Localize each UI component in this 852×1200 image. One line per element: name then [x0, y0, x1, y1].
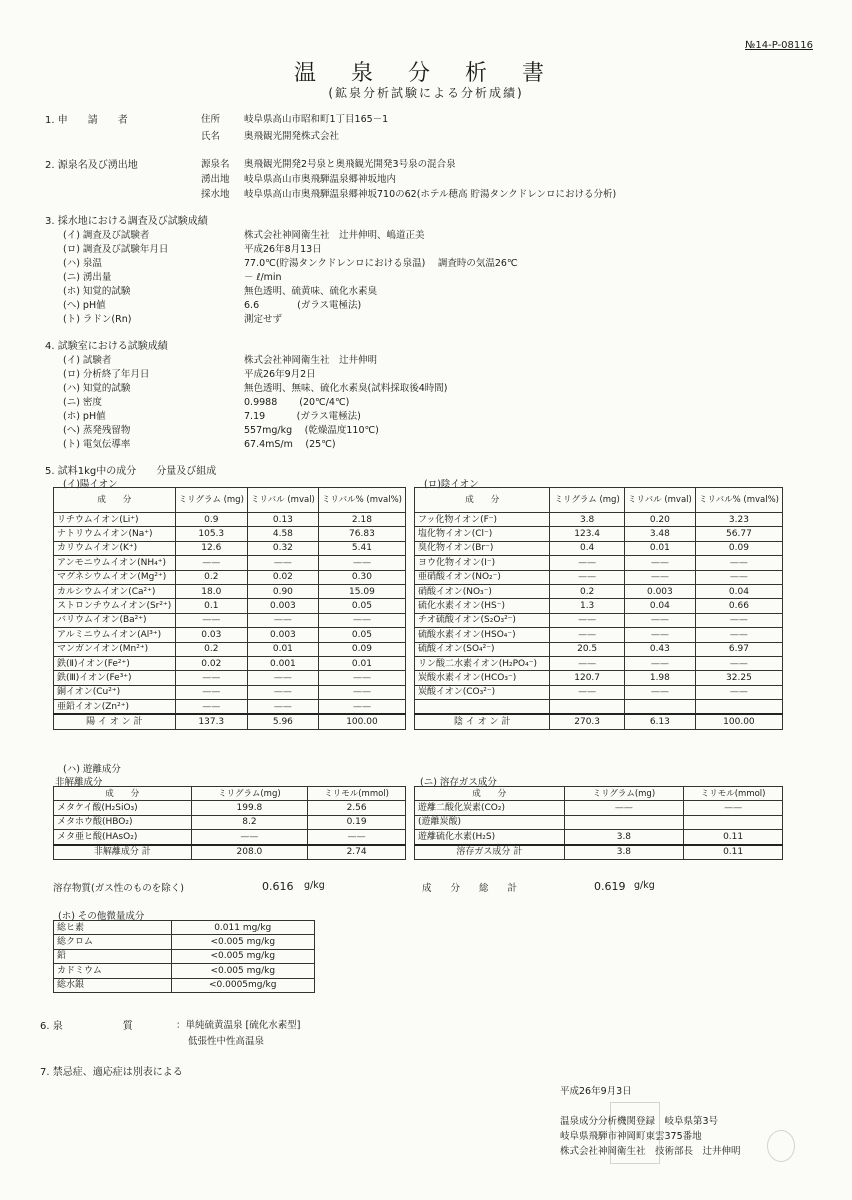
- table-row: [54, 949, 315, 963]
- table-cell: 0.003: [624, 584, 695, 598]
- sec2-label: 湧出地: [201, 174, 230, 185]
- table-cell: 8.2: [191, 815, 308, 829]
- lab-address: 岐阜県飛騨市神岡町東雲375番地: [560, 1131, 702, 1142]
- sec3-value: 測定せず: [244, 314, 283, 325]
- sec1-name: 奥飛観光開発株式会社: [244, 131, 340, 142]
- table-cell: ——: [318, 685, 405, 699]
- table-cell: 15.09: [318, 584, 405, 598]
- document-title: 温 泉 分 析 書: [294, 61, 558, 86]
- table-cell: 0.4: [550, 541, 625, 555]
- document-subtitle: (鉱泉分析試験による分析成績): [328, 86, 524, 100]
- document-number: №14-P-08116: [745, 40, 813, 51]
- col-header: ミリバル (mval): [247, 488, 318, 513]
- col-header: 成 分: [415, 787, 565, 801]
- sec3-label: (イ) 調査及び試験者: [63, 230, 150, 241]
- table-cell: カリウムイオン(K⁺): [54, 541, 176, 555]
- table-cell: 0.2: [175, 642, 247, 656]
- sec6-heading: 6. 泉 質: [40, 1021, 133, 1032]
- total-row: [415, 845, 783, 860]
- table-row: [415, 685, 783, 699]
- sec4-label: (ハ) 知覚的試験: [63, 383, 131, 394]
- table-cell: メタケイ酸(H₂SiO₃): [54, 801, 192, 815]
- sec4-heading: 4. 試験室における試験成績: [45, 341, 168, 352]
- nondiss-sub: 非解離成分: [55, 777, 103, 788]
- table-cell: 亜鉛イオン(Zn²⁺): [54, 700, 176, 715]
- table-cell: 銅イオン(Cu²⁺): [54, 685, 176, 699]
- total-row: [54, 845, 406, 860]
- sec1-addr-label: 住所: [201, 114, 221, 125]
- sec2-value: 岐阜県高山市奥飛騨温泉郷神坂地内: [244, 174, 397, 185]
- sec3-label: (ハ) 泉温: [63, 258, 102, 269]
- table-row: [54, 584, 406, 598]
- sec4-label: (ヘ) 蒸発残留物: [63, 425, 131, 436]
- sec3-label: (ニ) 湧出量: [63, 272, 112, 283]
- total-value: 0.619: [594, 880, 626, 893]
- table-cell: ——: [695, 570, 782, 584]
- col-header: ミリバル% (mval%): [318, 488, 405, 513]
- table-cell: 0.20: [624, 513, 695, 527]
- total-cell: 3.8: [564, 845, 684, 860]
- table-cell: ——: [175, 700, 247, 715]
- table-cell: リチウムイオン(Li⁺): [54, 513, 176, 527]
- table-cell: 塩化物イオン(Cl⁻): [415, 527, 550, 541]
- table-row: [415, 599, 783, 613]
- table-row: [54, 935, 315, 949]
- table-row: [54, 830, 406, 845]
- nondiss-caption: (ハ) 遊離成分: [63, 764, 121, 775]
- table-cell: [695, 700, 782, 715]
- sec6-value2: 低張性中性高温泉: [188, 1036, 265, 1047]
- sec4-value: 平成26年9月2日: [244, 369, 316, 380]
- table-row: [415, 541, 783, 555]
- table-cell: マグネシウムイオン(Mg²⁺): [54, 570, 176, 584]
- table-cell: ——: [550, 613, 625, 627]
- table-row: [54, 541, 406, 555]
- table-row: [54, 656, 406, 670]
- table-cell: 0.001: [247, 656, 318, 670]
- cation-caption: (イ)陽イオン: [63, 479, 118, 490]
- table-cell: 鉄(Ⅲ)イオン(Fe³⁺): [54, 671, 176, 685]
- table-cell: 炭酸イオン(CO₃²⁻): [415, 685, 550, 699]
- table-cell: 0.011 mg/kg: [171, 921, 315, 935]
- cation-table: [53, 487, 406, 730]
- table-cell: 0.32: [247, 541, 318, 555]
- signatory: 株式会社神岡衛生社 技術部長 辻井伸明: [560, 1146, 741, 1157]
- table-cell: ——: [624, 685, 695, 699]
- anion-caption: (ロ)陰イオン: [424, 479, 479, 490]
- table-row: [54, 671, 406, 685]
- sec1-heading: 1. 申 請 者: [45, 115, 128, 126]
- sec3-label: (ヘ) pH値: [63, 300, 106, 311]
- table-cell: ——: [695, 556, 782, 570]
- table-cell: 3.8: [564, 830, 684, 845]
- table-cell: 0.02: [247, 570, 318, 584]
- table-cell: 0.2: [550, 584, 625, 598]
- table-cell: 0.03: [175, 628, 247, 642]
- table-row: [415, 570, 783, 584]
- table-cell: [415, 700, 550, 715]
- table-cell: 0.04: [624, 599, 695, 613]
- anion-table: [414, 487, 783, 730]
- table-cell: ——: [550, 628, 625, 642]
- sec3-value: － ℓ/min: [244, 272, 282, 283]
- sec3-value: 平成26年8月13日: [244, 244, 322, 255]
- sec4-value: 無色透明、無味、硫化水素臭(試料採取後4時間): [244, 383, 448, 394]
- col-header: 成 分: [54, 488, 176, 513]
- table-row: [415, 527, 783, 541]
- table-cell: 120.7: [550, 671, 625, 685]
- total-cell: 6.13: [624, 714, 695, 729]
- col-header: ミリバル% (mval%): [695, 488, 782, 513]
- col-header: ミリグラム (mg): [175, 488, 247, 513]
- total-row: [54, 714, 406, 729]
- table-row: [415, 830, 783, 845]
- sec4-label: (ト) 電気伝導率: [63, 439, 131, 450]
- table-cell: 0.1: [175, 599, 247, 613]
- issue-date: 平成26年9月3日: [560, 1086, 632, 1097]
- sec2-heading: 2. 源泉名及び湧出地: [45, 160, 138, 171]
- table-cell: バリウムイオン(Ba²⁺): [54, 613, 176, 627]
- sec1-addr: 岐阜県高山市昭和町1丁目165－1: [244, 114, 389, 125]
- table-cell: カルシウムイオン(Ca²⁺): [54, 584, 176, 598]
- table-cell: ——: [175, 671, 247, 685]
- table-cell: ——: [318, 700, 405, 715]
- sec4-value: 7.19 (ガラス電極法): [244, 411, 361, 422]
- total-cell: 270.3: [550, 714, 625, 729]
- table-row: [54, 599, 406, 613]
- total-cell: 137.3: [175, 714, 247, 729]
- sec4-value: 67.4mS/m (25℃): [244, 439, 336, 450]
- sec5-heading: 5. 試料1kg中の成分 分量及び組成: [45, 466, 217, 477]
- table-row: [54, 642, 406, 656]
- sec2-value: 奥飛観光開発2号泉と奥飛観光開発3号泉の混合泉: [244, 159, 456, 170]
- sec6-value1: ：単純硫黄温泉 [硫化水素型]: [176, 1020, 301, 1031]
- table-cell: 0.19: [308, 815, 406, 829]
- sec2-label: 源泉名: [201, 159, 230, 170]
- table-cell: ——: [695, 613, 782, 627]
- table-cell: ——: [318, 671, 405, 685]
- sec4-label: (ロ) 分析終了年月日: [63, 369, 150, 380]
- table-cell: 3.8: [550, 513, 625, 527]
- col-header: 成 分: [54, 787, 192, 801]
- dissolved-value: 0.616: [262, 880, 294, 893]
- table-cell: ——: [695, 628, 782, 642]
- table-cell: アルミニウムイオン(Al³⁺): [54, 628, 176, 642]
- table-cell: 0.003: [247, 628, 318, 642]
- table-cell: [684, 815, 783, 829]
- table-cell: 硫化水素イオン(HS⁻): [415, 599, 550, 613]
- table-cell: ——: [175, 613, 247, 627]
- table-cell: 臭化物イオン(Br⁻): [415, 541, 550, 555]
- total-cell: 非解離成分 計: [54, 845, 192, 860]
- table-cell: 18.0: [175, 584, 247, 598]
- trace-caption: (ホ) その他微量成分: [58, 911, 145, 922]
- table-cell: 総クロム: [54, 935, 172, 949]
- table-cell: ——: [624, 556, 695, 570]
- table-row: [54, 513, 406, 527]
- table-row: [415, 815, 783, 829]
- table-cell: 0.01: [247, 642, 318, 656]
- table-row: [54, 570, 406, 584]
- personal-seal: [767, 1130, 795, 1162]
- table-cell: ——: [550, 685, 625, 699]
- table-cell: ——: [247, 671, 318, 685]
- sec3-heading: 3. 採水地における調査及び試験成績: [45, 216, 208, 227]
- table-cell: 0.43: [624, 642, 695, 656]
- table-cell: [564, 815, 684, 829]
- table-cell: 1.98: [624, 671, 695, 685]
- registration: 温泉成分分析機関登録 岐阜県第3号: [560, 1116, 719, 1127]
- table-cell: 0.9: [175, 513, 247, 527]
- table-cell: ——: [695, 656, 782, 670]
- table-cell: ——: [318, 556, 405, 570]
- table-cell: 0.09: [318, 642, 405, 656]
- sec3-label: (ロ) 調査及び試験年月日: [63, 244, 169, 255]
- table-cell: 0.09: [695, 541, 782, 555]
- table-cell: ——: [624, 613, 695, 627]
- table-row: [415, 513, 783, 527]
- table-row: [415, 700, 783, 715]
- table-cell: 4.58: [247, 527, 318, 541]
- table-cell: 0.90: [247, 584, 318, 598]
- table-cell: メタホウ酸(HBO₂): [54, 815, 192, 829]
- table-row: [54, 613, 406, 627]
- table-cell: ——: [550, 656, 625, 670]
- table-row: [415, 656, 783, 670]
- table-cell: ——: [550, 556, 625, 570]
- table-cell: <0.005 mg/kg: [171, 964, 315, 978]
- company-seal: [610, 1102, 660, 1164]
- table-row: [54, 527, 406, 541]
- col-header: ミリグラム(mg): [564, 787, 684, 801]
- table-cell: 3.23: [695, 513, 782, 527]
- sec4-value: 0.9988 (20℃/4℃): [244, 397, 350, 408]
- table-cell: 56.77: [695, 527, 782, 541]
- table-cell: 硫酸水素イオン(HSO₄⁻): [415, 628, 550, 642]
- sec3-value: 6.6 (ガラス電極法): [244, 300, 362, 311]
- sec3-value: 株式会社神岡衛生社 辻井伸明、嶋道正美: [244, 230, 425, 241]
- sec7-heading: 7. 禁忌症、適応症は別表による: [40, 1067, 183, 1078]
- table-cell: 105.3: [175, 527, 247, 541]
- table-cell: ストロンチウムイオン(Sr²⁺): [54, 599, 176, 613]
- table-cell: 3.48: [624, 527, 695, 541]
- table-cell: 0.11: [684, 830, 783, 845]
- table-row: [415, 628, 783, 642]
- total-unit: g/kg: [634, 880, 655, 891]
- table-cell: ——: [308, 830, 406, 845]
- table-row: [415, 801, 783, 815]
- col-header: 成 分: [415, 488, 550, 513]
- col-header: ミリバル (mval): [624, 488, 695, 513]
- table-row: [54, 700, 406, 715]
- total-label: 成 分 総 計: [422, 883, 518, 894]
- table-row: [54, 556, 406, 570]
- gas-caption: (ニ) 溶存ガス成分: [420, 777, 497, 788]
- table-cell: 0.13: [247, 513, 318, 527]
- table-row: [415, 671, 783, 685]
- table-cell: 炭酸水素イオン(HCO₃⁻): [415, 671, 550, 685]
- sec4-label: (ニ) 密度: [63, 397, 102, 408]
- total-row: [415, 714, 783, 729]
- table-row: [415, 613, 783, 627]
- table-cell: 0.02: [175, 656, 247, 670]
- gas-table: [414, 786, 783, 860]
- table-cell: 12.6: [175, 541, 247, 555]
- table-row: [415, 584, 783, 598]
- sec2-value: 岐阜県高山市奥飛騨温泉郷神坂710の62(ホテル穂高 貯湯タンクドレンロにおける分析): [244, 189, 617, 200]
- table-cell: リン酸二水素イオン(H₂PO₄⁻): [415, 656, 550, 670]
- sec3-label: (ト) ラドン(Rn): [63, 314, 132, 325]
- total-cell: 0.11: [684, 845, 783, 860]
- table-cell: <0.005 mg/kg: [171, 949, 315, 963]
- sec1-name-label: 氏名: [201, 131, 221, 142]
- table-cell: ——: [247, 700, 318, 715]
- dissolved-unit: g/kg: [304, 880, 325, 891]
- table-row: [54, 978, 315, 992]
- table-row: [54, 815, 406, 829]
- sec3-label: (ホ) 知覚的試験: [63, 286, 131, 297]
- col-header: ミリモル(mmol): [308, 787, 406, 801]
- sec4-label: (イ) 試験者: [63, 355, 112, 366]
- table-cell: ——: [318, 613, 405, 627]
- table-cell: ——: [624, 656, 695, 670]
- table-cell: 硫酸イオン(SO₄²⁻): [415, 642, 550, 656]
- table-cell: ——: [695, 685, 782, 699]
- sec4-label: (ホ) pH値: [63, 411, 106, 422]
- table-row: [54, 964, 315, 978]
- total-cell: 100.00: [318, 714, 405, 729]
- table-cell: ——: [247, 613, 318, 627]
- table-cell: ——: [624, 628, 695, 642]
- table-cell: 0.04: [695, 584, 782, 598]
- table-cell: 76.83: [318, 527, 405, 541]
- table-cell: 5.41: [318, 541, 405, 555]
- table-row: [54, 685, 406, 699]
- table-cell: ——: [247, 556, 318, 570]
- sec4-value: 株式会社神岡衛生社 辻井伸明: [244, 355, 378, 366]
- total-cell: 208.0: [191, 845, 308, 860]
- table-cell: 遊離二酸化炭素(CO₂): [415, 801, 565, 815]
- col-header: ミリグラム (mg): [550, 488, 625, 513]
- table-cell: カドミウム: [54, 964, 172, 978]
- table-cell: <0.005 mg/kg: [171, 935, 315, 949]
- table-cell: 0.05: [318, 628, 405, 642]
- table-cell: [550, 700, 625, 715]
- table-row: [415, 642, 783, 656]
- sec4-value: 557mg/kg (乾燥温度110℃): [244, 425, 379, 436]
- table-cell: ナトリウムイオン(Na⁺): [54, 527, 176, 541]
- table-cell: ——: [550, 570, 625, 584]
- table-cell: 2.56: [308, 801, 406, 815]
- table-cell: フッ化物イオン(F⁻): [415, 513, 550, 527]
- table-cell: (遊離炭酸): [415, 815, 565, 829]
- table-row: [54, 801, 406, 815]
- table-cell: ——: [684, 801, 783, 815]
- table-cell: 0.003: [247, 599, 318, 613]
- table-cell: [624, 700, 695, 715]
- sec3-value: 無色透明、硫黄味、硫化水素臭: [244, 286, 378, 297]
- table-cell: ——: [624, 570, 695, 584]
- table-cell: 199.8: [191, 801, 308, 815]
- sec2-label: 採水地: [201, 189, 230, 200]
- table-cell: ——: [175, 556, 247, 570]
- table-cell: 鉛: [54, 949, 172, 963]
- table-cell: ——: [247, 685, 318, 699]
- table-cell: 2.18: [318, 513, 405, 527]
- table-cell: 123.4: [550, 527, 625, 541]
- table-cell: 32.25: [695, 671, 782, 685]
- nondiss-table: [53, 786, 406, 860]
- total-cell: 陽 イ オ ン 計: [54, 714, 176, 729]
- table-cell: 0.01: [624, 541, 695, 555]
- col-header: ミリグラム(mg): [191, 787, 308, 801]
- table-cell: ——: [175, 685, 247, 699]
- table-cell: 総ヒ素: [54, 921, 172, 935]
- table-row: [415, 556, 783, 570]
- table-cell: 鉄(Ⅱ)イオン(Fe²⁺): [54, 656, 176, 670]
- table-cell: 遊離硫化水素(H₂S): [415, 830, 565, 845]
- total-cell: 5.96: [247, 714, 318, 729]
- table-cell: 1.3: [550, 599, 625, 613]
- col-header: ミリモル(mmol): [684, 787, 783, 801]
- table-cell: 0.01: [318, 656, 405, 670]
- table-cell: 6.97: [695, 642, 782, 656]
- sec3-value: 77.0℃(貯湯タンクドレンロにおける泉温) 調査時の気温26℃: [244, 258, 518, 269]
- table-cell: 0.05: [318, 599, 405, 613]
- total-cell: 100.00: [695, 714, 782, 729]
- table-cell: 0.2: [175, 570, 247, 584]
- table-cell: 20.5: [550, 642, 625, 656]
- table-row: [54, 921, 315, 935]
- table-cell: 硝酸イオン(NO₃⁻): [415, 584, 550, 598]
- table-row: [54, 628, 406, 642]
- table-cell: ヨウ化物イオン(I⁻): [415, 556, 550, 570]
- table-cell: チオ硫酸イオン(S₂O₃²⁻): [415, 613, 550, 627]
- total-cell: 溶存ガス成分 計: [415, 845, 565, 860]
- table-cell: <0.0005mg/kg: [171, 978, 315, 992]
- table-cell: 亜硝酸イオン(NO₂⁻): [415, 570, 550, 584]
- table-cell: 総水銀: [54, 978, 172, 992]
- table-cell: マンガンイオン(Mn²⁺): [54, 642, 176, 656]
- table-cell: 0.30: [318, 570, 405, 584]
- total-cell: 陰 イ オ ン 計: [415, 714, 550, 729]
- table-cell: 0.66: [695, 599, 782, 613]
- table-cell: ——: [564, 801, 684, 815]
- total-cell: 2.74: [308, 845, 406, 860]
- table-cell: メタ亜ヒ酸(HAsO₂): [54, 830, 192, 845]
- dissolved-label: 溶存物質(ガス性のものを除く): [53, 883, 184, 894]
- trace-table: [53, 920, 315, 993]
- table-cell: アンモニウムイオン(NH₄⁺): [54, 556, 176, 570]
- table-cell: ——: [191, 830, 308, 845]
